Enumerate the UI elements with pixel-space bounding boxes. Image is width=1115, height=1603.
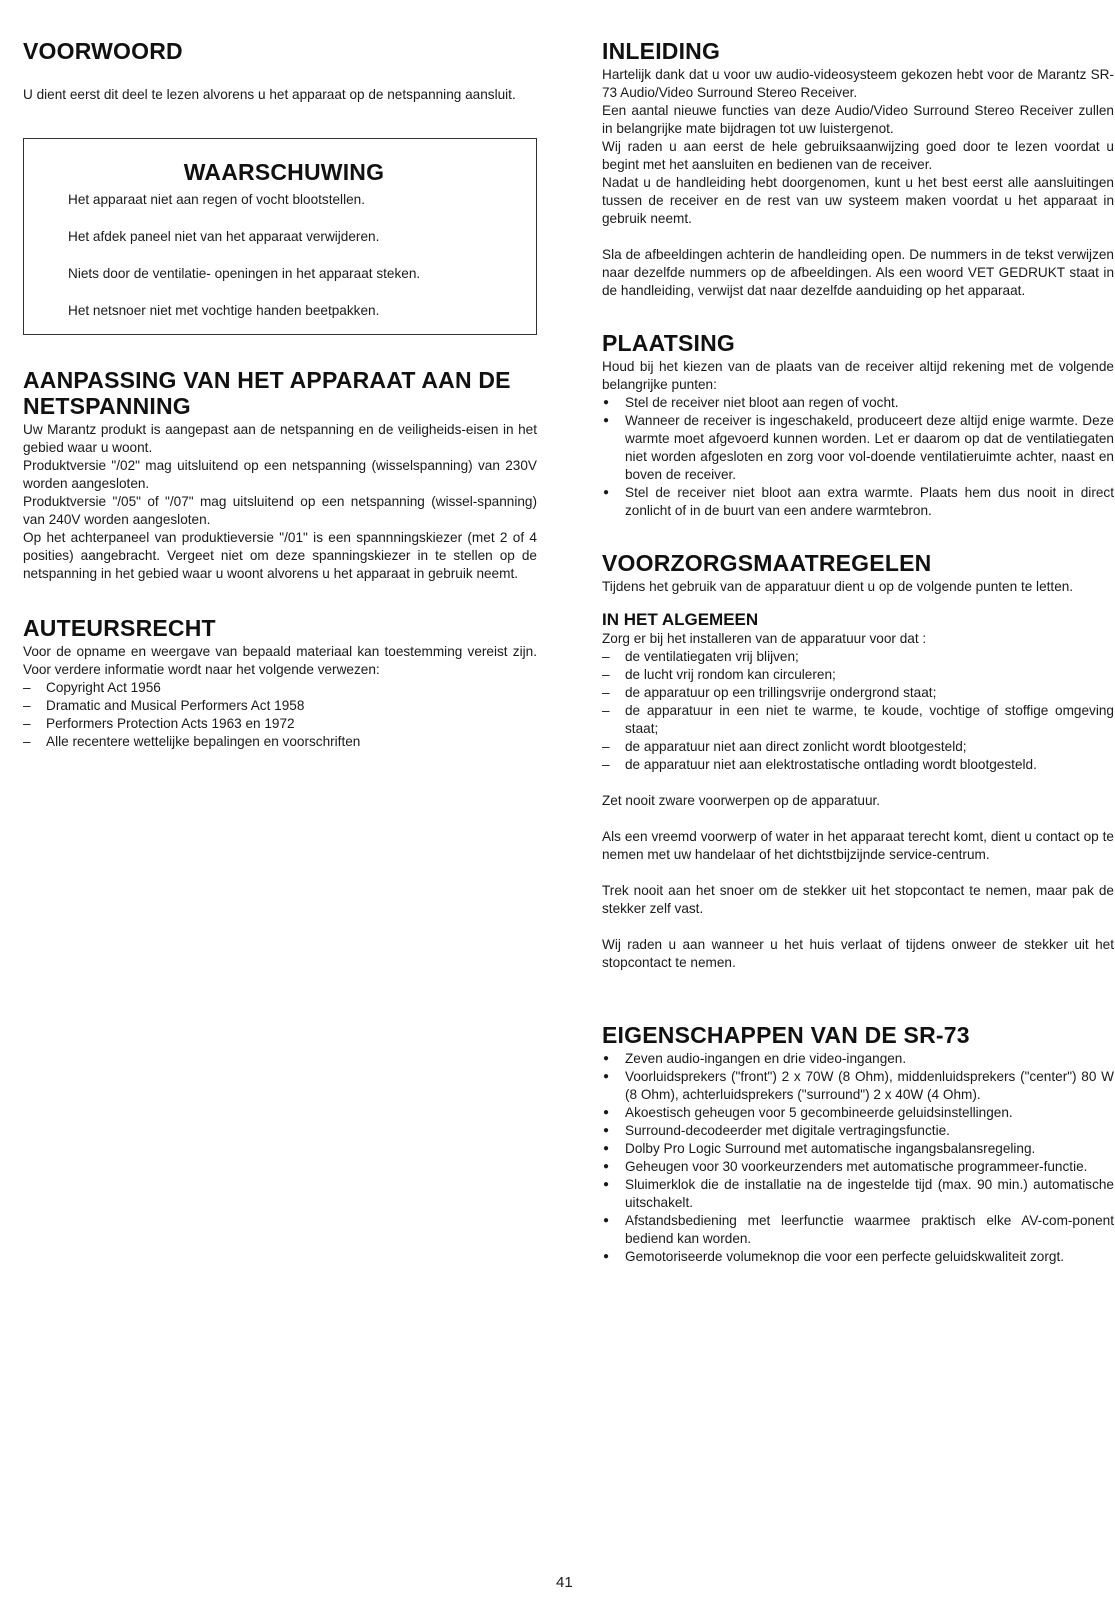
warning-line: Het apparaat niet aan regen of vocht blootstellen. — [68, 192, 365, 207]
plaatsing-text: Houd bij het kiezen van de plaats van de receiver altijd rekening met de volgende belangrijke punten: — [602, 359, 1114, 392]
subheading-algemeen: IN HET ALGEMEEN — [602, 610, 759, 629]
section-voorzorgsmaatregelen — [602, 550, 1114, 972]
list-item: – Alle recentere wettelijke bepalingen en voorschriften — [23, 733, 537, 751]
section-voorwoord — [23, 38, 537, 104]
list-item: – Performers Protection Acts 1963 en 1972 — [23, 715, 537, 733]
heading-aanpassing: AANPASSING VAN HET APPARAAT AAN DE NETSPANNING — [23, 367, 511, 419]
list-item: ● Sluimerklok die de installatie na de ingestelde tijd (max. 90 min.) automatische uitschakelt. — [602, 1176, 1114, 1212]
section-aanpassing — [23, 367, 537, 583]
section-auteursrecht — [23, 615, 537, 751]
list-item: ● Stel de receiver niet bloot aan extra warmte. Plaats hem dus nooit in direct zonlicht of in de buurt van een andere warmtebron. — [602, 484, 1114, 520]
voorzorg-paragraph: Zet nooit zware voorwerpen op de apparatuur. — [602, 793, 881, 808]
page-number: 41 — [556, 1574, 573, 1591]
section-eigenschappen — [602, 1022, 1114, 1266]
list-item: ● Geheugen voor 30 voorkeurzenders met automatische programmeer-functie. — [602, 1158, 1114, 1176]
heading-voorwoord: VOORWOORD — [23, 38, 183, 64]
heading-voorzorgsmaatregelen: VOORZORGSMAATREGELEN — [602, 550, 932, 576]
heading-auteursrecht: AUTEURSRECHT — [23, 615, 216, 641]
right-column — [602, 38, 1114, 1266]
aanpassing-paragraph: Produktversie "/05" of "/07" mag uitsluitend op een netspanning (wissel-spanning) van 240V worden aangesloten. — [23, 494, 537, 527]
voorzorg-list — [602, 648, 1114, 774]
voorwoord-text: U dient eerst dit deel te lezen alvorens u het apparaat op de netspanning aansluit. — [23, 87, 516, 102]
heading-plaatsing: PLAATSING — [602, 330, 735, 356]
list-item: – de lucht vrij rondom kan circuleren; — [602, 666, 1114, 684]
list-item: ● Dolby Pro Logic Surround met automatische ingangsbalansregeling. — [602, 1140, 1114, 1158]
list-item: ● Afstandsbediening met leerfunctie waarmee praktisch elke AV-com-ponent bediend kan worden. — [602, 1212, 1114, 1248]
list-item: ● Akoestisch geheugen voor 5 gecombineerde geluidsinstellingen. — [602, 1104, 1114, 1122]
voorzorg-intro: Zorg er bij het installeren van de apparatuur voor dat : — [602, 631, 927, 646]
warning-line: Niets door de ventilatie- openingen in het apparaat steken. — [68, 266, 421, 281]
heading-eigenschappen: EIGENSCHAPPEN VAN DE SR-73 — [602, 1022, 970, 1048]
inleiding-paragraph: Hartelijk dank dat u voor uw audio-videosysteem gekozen hebt voor de Marantz SR-73 Audio/Video Surround Stereo Receiver. — [602, 67, 1114, 100]
left-column — [23, 38, 537, 751]
list-item: – de ventilatiegaten vrij blijven; — [602, 648, 1114, 666]
list-item: ● Stel de receiver niet bloot aan regen of vocht. — [602, 394, 1114, 412]
heading-waarschuwing: WAARSCHUWING — [183, 159, 385, 185]
list-item: – de apparatuur op een trillingsvrije ondergrond staat; — [602, 684, 1114, 702]
inleiding-paragraph: Sla de afbeeldingen achterin de handleiding open. De nummers in de tekst verwijzen naar dezelfde nummers op de afbeeldingen. Als een woord VET GEDRUKT staat in de handleiding, verwijst dat naar dezelfde aanduiding op het apparaat. — [602, 247, 1114, 298]
inleiding-paragraph: Wij raden u aan eerst de hele gebruiksaanwijzing goed door te lezen voordat u begint met het aansluiten en bedienen van de receiver. — [602, 139, 1114, 172]
list-item: ● Zeven audio-ingangen en drie video-ingangen. — [602, 1050, 1114, 1068]
aanpassing-paragraph: Op het achterpaneel van produktieversie "/01" is een spannningskiezer (met 2 of 4 posities) aangebracht. Vergeet niet om deze spanningskiezer in te stellen op de netspanning in het gebied waar u woont alvorens u het apparaat in gebruik neemt. — [23, 530, 537, 581]
list-item: – Dramatic and Musical Performers Act 1958 — [23, 697, 537, 715]
inleiding-paragraph: Nadat u de handleiding hebt doorgenomen, kunt u het best eerst alle aansluitingen tussen de receiver en de rest van uw systeem maken voordat u het apparaat in gebruik neemt. — [602, 175, 1114, 226]
voorzorg-text: Tijdens het gebruik van de apparatuur dient u op de volgende punten te letten. — [602, 579, 1074, 594]
voorzorg-paragraph: Wij raden u aan wanneer u het huis verlaat of tijdens onweer de stekker uit het stopcontact te nemen. — [602, 937, 1114, 970]
section-inleiding — [602, 38, 1114, 300]
list-item: ● Voorluidsprekers ("front") 2 x 70W (8 Ohm), middenluidsprekers ("center") 80 W (8 Ohm), achterluidsprekers ("surround") 2 x 40W (4 Ohm). — [602, 1068, 1114, 1104]
list-item: ● Surround-decodeerder met digitale vertragingsfunctie. — [602, 1122, 1114, 1140]
plaatsing-list — [602, 394, 1114, 520]
auteursrecht-list — [23, 679, 537, 751]
aanpassing-paragraph: Produktversie "/02" mag uitsluitend op een netspanning (wisselspanning) van 230V worden aangesloten. — [23, 458, 537, 491]
inleiding-paragraph: Een aantal nieuwe functies van deze Audio/Video Surround Stereo Receiver zullen in belangrijke mate bijdragen tot uw luistergenot. — [602, 103, 1114, 136]
list-item: ● Wanneer de receiver is ingeschakeld, produceert deze altijd enige warmte. Deze warmte moet afgevoerd kunnen worden. Let er daarom op dat de ventilatiegaten niet worden afgesloten en zorg voor vol-doende ventilatieruimte achter, naast en boven de receiver. — [602, 412, 1114, 484]
voorzorg-paragraph: Als een vreemd voorwerp of water in het apparaat terecht komt, dient u contact op te nemen met uw handelaar of het dichtstbijzijnde service-centrum. — [602, 829, 1114, 862]
eigenschappen-list — [602, 1050, 1114, 1266]
list-item: – de apparatuur in een niet te warme, te koude, vochtige of stoffige omgeving staat; — [602, 702, 1114, 738]
auteursrecht-text: Voor de opname en weergave van bepaald materiaal kan toestemming vereist zijn. Voor verdere informatie wordt naar het volgende verwezen: — [23, 644, 537, 677]
voorzorg-paragraph: Trek nooit aan het snoer om de stekker uit het stopcontact te nemen, maar pak de stekker zelf vast. — [602, 883, 1114, 916]
warning-line: Het afdek paneel niet van het apparaat verwijderen. — [68, 229, 380, 244]
list-item: ● Gemotoriseerde volumeknop die voor een perfecte geluidskwaliteit zorgt. — [602, 1248, 1114, 1266]
warning-line: Het netsnoer niet met vochtige handen beetpakken. — [68, 303, 380, 318]
warning-box — [23, 138, 537, 335]
list-item: – de apparatuur niet aan direct zonlicht wordt blootgesteld; — [602, 738, 1114, 756]
section-plaatsing — [602, 330, 1114, 520]
aanpassing-paragraph: Uw Marantz produkt is aangepast aan de netspanning en de veiligheids-eisen in het gebied waar u woont. — [23, 422, 537, 455]
list-item: – de apparatuur niet aan elektrostatische ontlading wordt blootgesteld. — [602, 756, 1114, 774]
heading-inleiding: INLEIDING — [602, 38, 721, 64]
list-item: – Copyright Act 1956 — [23, 679, 537, 697]
